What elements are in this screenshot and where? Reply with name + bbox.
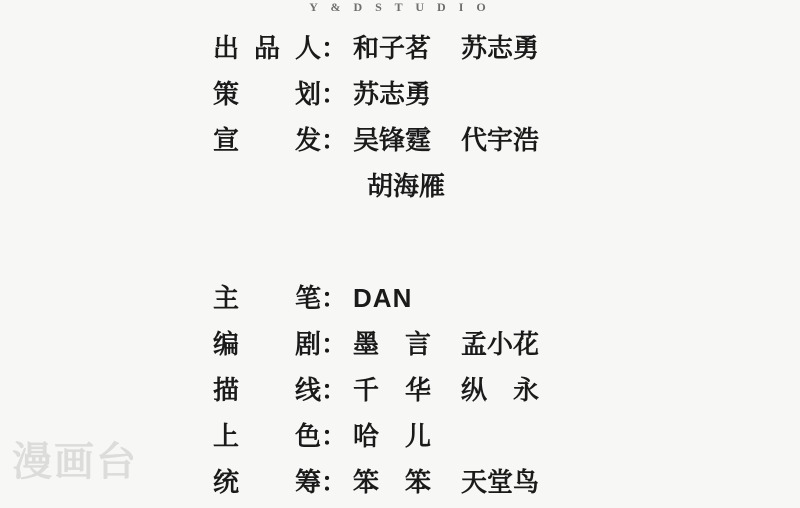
credit-name: DAN: [353, 283, 413, 313]
credit-row: [0, 370, 800, 416]
credit-row: [0, 74, 800, 120]
colon-separator: ：: [321, 284, 348, 314]
credit-name: 吴锋霆: [353, 126, 432, 156]
credit-row: [0, 324, 800, 370]
role-char: 剧: [294, 330, 321, 360]
credit-name: 千 华: [353, 376, 432, 406]
role-char: 划: [294, 80, 321, 110]
role-char: 发: [294, 126, 321, 156]
credit-row: [0, 28, 800, 74]
credit-names: [353, 283, 412, 314]
colon-separator: ：: [321, 34, 348, 64]
credit-role: [213, 324, 321, 361]
role-char: 主: [213, 284, 240, 314]
credit-name: 哈 儿: [353, 422, 432, 452]
role-char: 上: [213, 422, 240, 452]
credits-spacer: [0, 212, 800, 278]
credit-name: 苏志勇: [353, 80, 432, 110]
credit-names: [353, 370, 539, 407]
credit-name: 胡海雁: [367, 172, 446, 202]
credit-row: [0, 120, 800, 166]
role-char: 策: [213, 80, 240, 110]
credit-names: [367, 166, 445, 203]
credit-names: [353, 28, 539, 65]
credit-name: 和子茗: [353, 34, 432, 64]
credit-name: 代宇浩: [461, 126, 540, 156]
role-char: 出: [213, 34, 240, 64]
credit-names: [353, 416, 431, 453]
colon-separator: ：: [321, 126, 348, 156]
credit-row: [0, 278, 800, 324]
colon-separator: ：: [321, 80, 348, 110]
role-char: 宣: [213, 126, 240, 156]
watermark: 漫画台: [12, 439, 138, 485]
credit-continuation-row: [0, 166, 800, 212]
credit-name: 苏志勇: [461, 34, 540, 64]
role-char: 线: [294, 376, 321, 406]
credit-role: [213, 278, 321, 315]
colon-separator: ：: [321, 468, 348, 498]
role-char: 编: [213, 330, 240, 360]
credit-names: [353, 120, 539, 157]
studio-title: Y & D S T U D I O: [309, 0, 491, 14]
credit-role: [213, 370, 321, 407]
credit-name: 纵 永: [461, 376, 540, 406]
credit-name: 天堂鸟: [461, 468, 540, 498]
credit-role: [213, 416, 321, 453]
credit-role: [213, 28, 321, 65]
colon-separator: ：: [321, 376, 348, 406]
credit-name: 孟小花: [461, 330, 540, 360]
credit-name: 墨 言: [353, 330, 432, 360]
colon-separator: ：: [321, 422, 348, 452]
credit-names: [353, 324, 539, 361]
credit-names: [353, 462, 539, 499]
credit-role: [213, 462, 321, 499]
role-char: 描: [213, 376, 240, 406]
role-char: 笔: [294, 284, 321, 314]
credit-names: [353, 74, 431, 111]
role-char: 色: [294, 422, 321, 452]
role-char: 人: [294, 34, 321, 64]
credit-name: 笨 笨: [353, 468, 432, 498]
credit-role: [213, 74, 321, 111]
role-char: 品: [253, 34, 280, 64]
role-char: 筹: [294, 468, 321, 498]
role-char: 统: [213, 468, 240, 498]
colon-separator: ：: [321, 330, 348, 360]
credit-role: [213, 120, 321, 157]
